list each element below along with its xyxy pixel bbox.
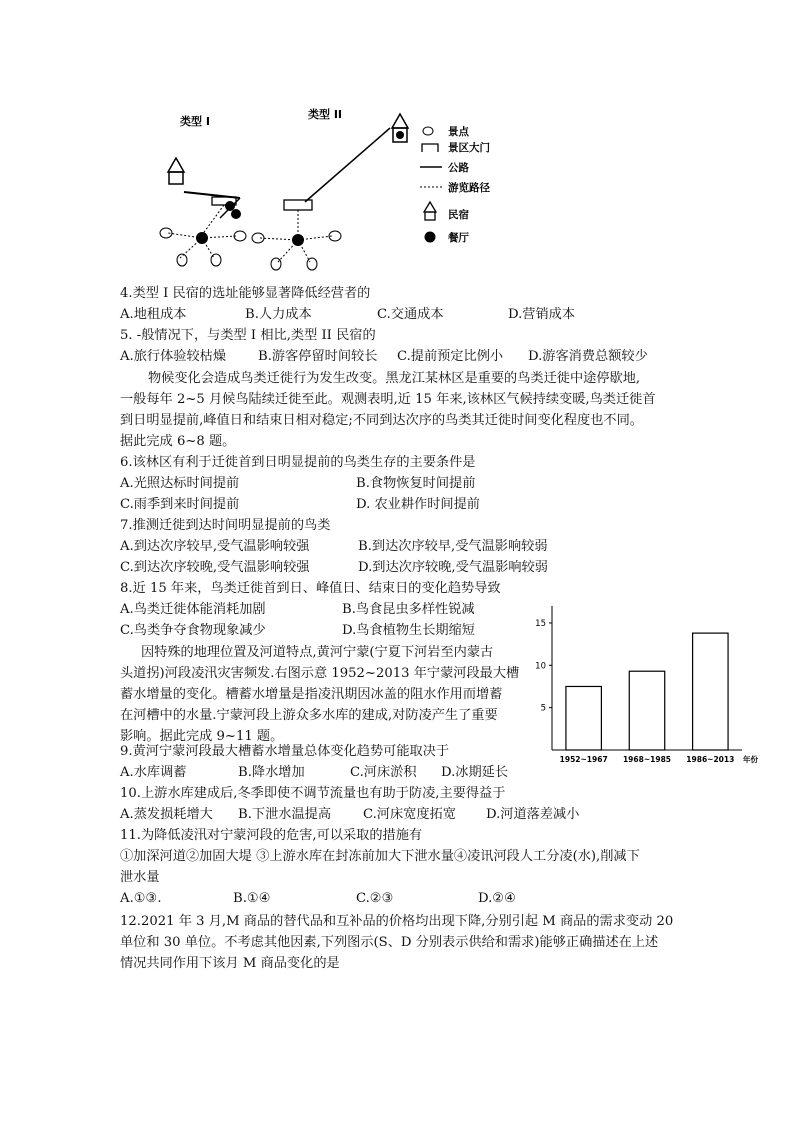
passage1-line: 物候变化会造成鸟类迁徙行为发生改变。黑龙江某林区是重要的鸟类迁徙中途停歇地, (148, 371, 641, 386)
bar (693, 633, 728, 750)
q6-stem: 6.该林区有利于迁徙首到日明显提前的鸟类生存的主要条件是 (120, 455, 476, 470)
q5-stem: 5. -般情况下，与类型 I 相比,类型 II 民宿的 (120, 328, 376, 343)
house-icon-body (169, 172, 183, 184)
y-tick-label: 10 (535, 661, 546, 672)
house-icon (392, 114, 408, 128)
q4-option-b: B.人力成本 (245, 307, 312, 322)
q5-option-c: C.提前预定比例小 (397, 349, 504, 364)
house-icon (424, 202, 436, 212)
q7-option-c: C.到达次序较晚,受气温影响较强 (120, 560, 310, 575)
homestay-type-diagram (160, 100, 540, 280)
x-axis-label: 年份 (743, 755, 758, 764)
q11-option-a: A.①③. (120, 891, 162, 906)
q9-option-a: A.水库调蓄 (120, 765, 187, 780)
x-tick-label: 1968~1985 (622, 755, 672, 764)
type2-label: 类型 II (308, 108, 343, 121)
q6-option-d: D. 农业耕作时间提前 (356, 497, 480, 512)
x-tick-label: 1986~2013 (686, 755, 735, 764)
q11-option-c: C.②③ (356, 891, 394, 906)
q4-stem: 4.类型 I 民宿的选址能够显著降低经营者的 (120, 286, 371, 301)
passage2-line: 在河槽中的水量.宁蒙河段上游众多水库的建成,对防凌产生了重要 (120, 708, 498, 723)
q8-option-a: A.鸟类迁徙体能消耗加剧 (120, 602, 266, 617)
q8-option-d: D.鸟食植物生长期缩短 (342, 623, 475, 638)
q7-stem: 7.推测迁徙到达时间明显提前的鸟类 (120, 518, 331, 533)
q9-stem: 9.黄河宁蒙河段最大槽蓄水增量总体变化趋势可能取决于 (120, 744, 450, 759)
q6-option-c: C.雨季到来时间提前 (120, 497, 240, 512)
type2-diagram (252, 114, 408, 270)
y-tick-label: 5 (540, 703, 546, 714)
bar (629, 671, 664, 750)
q11-stem: 11.为降低凌汛对宁蒙河段的危害,可以采取的措施有 (120, 828, 423, 843)
gate-icon (284, 200, 312, 210)
q10-option-b: B.下泄水温提高 (238, 807, 332, 822)
q7-option-d: D.到达次序较晚,受气温影响较弱 (358, 560, 548, 575)
legend-label: 公路 (448, 162, 469, 174)
restaurant-icon (396, 131, 404, 139)
scenic-spot-icon (211, 254, 221, 266)
q7-option-a: A.到达次序较早,受气温影响较强 (120, 539, 310, 554)
q8-stem: 8.近 15 年来，鸟类迁徙首到日、峰值日、结束日的变化趋势导致 (120, 581, 501, 596)
q12-line: 单位和 30 单位。不考虑其他因素,下列图示(S、D 分别表示供给和需求)能够正确描述在上述 (120, 935, 659, 950)
q9-option-c: C.河床淤积 (350, 765, 417, 780)
q12-line: 12.2021 年 3 月,M 商品的替代品和互补品的价格均出现下降,分别引起 M 商品的需求变动 20 (120, 914, 674, 929)
q10-option-a: A.蒸发损耗增大 (120, 807, 213, 822)
scenic-spot-icon (252, 233, 264, 243)
scenic-spot-icon (177, 254, 187, 266)
ice-storage-bar-chart (530, 598, 758, 773)
passage2-line: 头道拐)河段凌汛灾害频发.右图示意 1952~2013 年宁蒙河段最大槽 (120, 666, 520, 681)
q8-option-b: B.鸟食昆虫多样性锐减 (342, 602, 475, 617)
passage1-line: 据此完成 6~8 题。 (120, 434, 236, 449)
restaurant-icon (231, 209, 241, 219)
q11-measures-cont: 泄水量 (120, 870, 160, 885)
q9-option-b: B.降水增加 (238, 765, 305, 780)
legend-label: 餐厅 (448, 232, 469, 244)
legend-label: 民宿 (448, 209, 469, 221)
legend-label: 景区大门 (448, 142, 490, 154)
legend-label: 游览路径 (448, 182, 490, 194)
filled-circle-icon (425, 232, 436, 243)
legend (420, 125, 490, 244)
q12-line: 情况共同作用下该月 M 商品变化的是 (120, 956, 340, 971)
q5-option-a: A.旅行体验较枯燥 (120, 349, 227, 364)
q8-option-c: C.鸟类争夺食物现象减少 (120, 623, 266, 638)
scenic-spot-icon (307, 258, 317, 270)
scenic-spot-icon (271, 258, 281, 270)
q7-option-b: B.到达次序较早,受气温影响较弱 (358, 539, 548, 554)
bar (566, 686, 601, 750)
q5-option-b: B.游客停留时间较长 (258, 349, 378, 364)
passage1-line: 到日明显提前,峰值日和结束日相对稳定;不同到达次序的鸟类其迁徙时间变化程度也不同。 (120, 413, 643, 428)
q11-option-b: B.①④ (233, 891, 271, 906)
passage2-line: 影响。据此完成 9~11 题。 (120, 729, 284, 744)
q6-option-a: A.光照达标时间提前 (120, 476, 240, 491)
gate-icon (422, 144, 438, 152)
q11-measures: ①加深河道②加固大堤 ③上游水库在封冻前加大下泄水量④凌讯河段人工分凌(水),削减下 (120, 849, 640, 864)
type1-diagram (160, 158, 246, 266)
q11-option-d: D.②④ (478, 891, 516, 906)
type1-label: 类型 I (180, 115, 210, 128)
q10-option-d: D.河道落差减小 (486, 807, 580, 822)
q6-option-b: B.食物恢复时间提前 (356, 476, 476, 491)
y-tick-label: 15 (535, 618, 546, 629)
q10-option-c: C.河床宽度拓宽 (363, 807, 456, 822)
house-icon (168, 158, 184, 172)
passage2-line: 因特殊的地理位置及河道特点,黄河宁蒙(宁夏下河岩至内蒙古 (141, 645, 494, 660)
house-icon-body (425, 212, 435, 220)
q4-option-c: C.交通成本 (377, 307, 444, 322)
q5-option-d: D.游客消费总额较少 (528, 349, 648, 364)
q9-option-d: D.冰期延长 (441, 765, 509, 780)
q4-option-d: D.营销成本 (508, 307, 576, 322)
passage1-line: 一般每年 2~5 月候鸟陆续迁徙至此。观测表明,近 15 年来,该林区气候持续变暖,鸟类迁徙首 (120, 392, 656, 407)
legend-label: 景点 (448, 126, 469, 138)
x-tick-label: 1952~1967 (559, 755, 608, 764)
restaurant-icon (225, 201, 235, 211)
q10-stem: 10.上游水库建成后,冬季即使不调节流量也有助于防凌,主要得益于 (120, 786, 506, 801)
circle-outline-icon (423, 127, 433, 135)
q4-option-a: A.地租成本 (120, 307, 187, 322)
passage2-line: 蓄水增量的变化。槽蓄水增量是指凌汛期因冰盖的阻水作用而增蓄 (120, 687, 503, 702)
